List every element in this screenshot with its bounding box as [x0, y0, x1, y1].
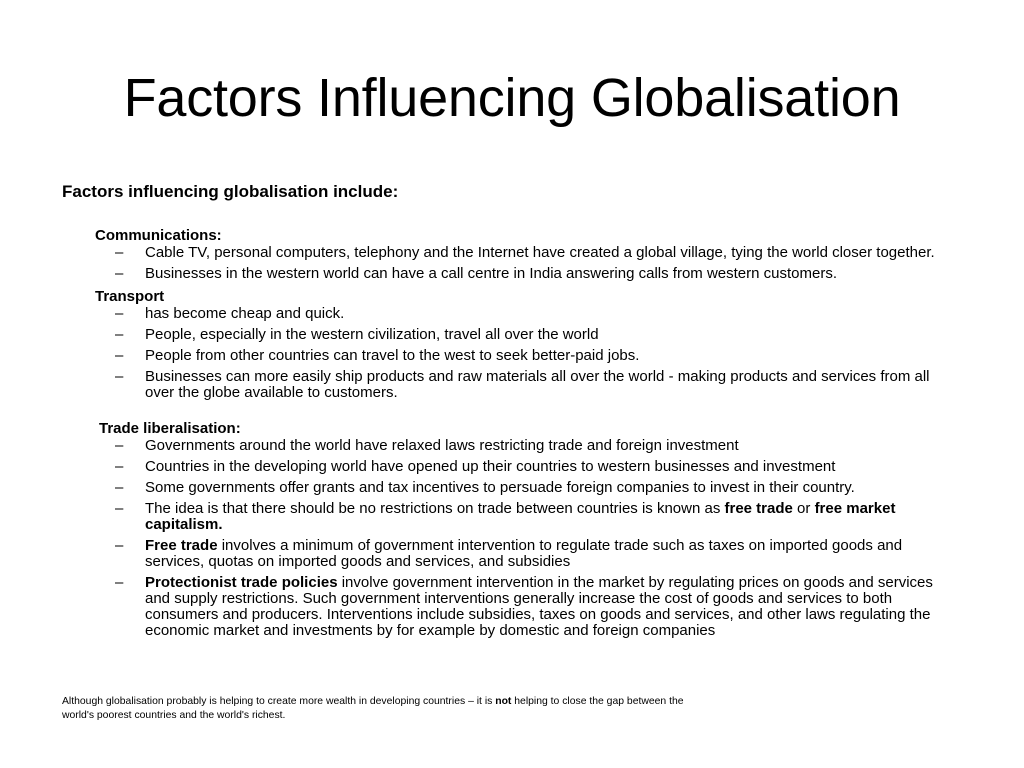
- bullet-dash: –: [115, 574, 124, 591]
- bullet-dash: –: [115, 458, 124, 475]
- slide-title: Factors Influencing Globalisation: [123, 68, 901, 128]
- communications-heading: Communications:: [95, 227, 222, 244]
- bullet-text: Some governments offer grants and tax incentives to persuade foreign companies to invest in their country.: [145, 479, 855, 496]
- transport-heading: Transport: [95, 288, 165, 305]
- list-item: [62, 438, 962, 454]
- trade-list: [62, 438, 962, 639]
- section-transport: [62, 287, 962, 401]
- list-item: [62, 501, 962, 533]
- bullet-text: Countries in the developing world have opened up their countries to western businesses and investment: [145, 458, 836, 475]
- free-trade-definition: involves a minimum of government intervention to regulate trade such as taxes on imported goods and services, quotas on imported goods and services, and subsidies: [145, 537, 903, 570]
- trade-heading: Trade liberalisation:: [99, 420, 241, 437]
- free-market-capitalism-term: free market capitalism.: [145, 500, 896, 533]
- bullet-text: has become cheap and quick.: [145, 305, 345, 322]
- intro-heading: Factors influencing globalisation include:: [62, 182, 399, 201]
- list-item: [62, 245, 962, 261]
- transport-list: [62, 306, 962, 401]
- list-item: [62, 348, 962, 364]
- list-item: [62, 575, 962, 639]
- section-communications: [62, 226, 962, 282]
- bullet-text: Cable TV, personal computers, telephony and the Internet have created a global village, tying the world closer together.: [145, 244, 935, 261]
- bullet-text: [145, 500, 895, 533]
- list-item: [62, 306, 962, 322]
- bullet-dash: –: [115, 479, 124, 496]
- section-trade-liberalisation: [62, 419, 962, 639]
- bullet-dash: –: [115, 347, 124, 364]
- list-item: [62, 327, 962, 343]
- bullet-text: Businesses in the western world can have a call centre in India answering calls from western customers.: [145, 265, 837, 282]
- bullet-dash: –: [115, 537, 124, 554]
- connector-text: or: [792, 500, 815, 517]
- bullet-dash: –: [115, 368, 124, 385]
- bullet-text: Governments around the world have relaxed laws restricting trade and foreign investment: [145, 437, 739, 454]
- bullet-dash: –: [115, 244, 124, 261]
- footer-note: [62, 695, 702, 723]
- bullet-text: Businesses can more easily ship products and raw materials all over the world - making products and services from all over the globe available to customers.: [145, 368, 930, 401]
- protectionist-label: Protectionist trade policies: [145, 574, 338, 591]
- footer-emphasis: not: [495, 696, 512, 707]
- protectionist-definition: involve government intervention in the market by regulating prices on goods and services and supply restrictions. Such government interventions generally increase the cost of goods and services to both consumers and producers. Interventions include subsidies, taxes on goods and services, and other laws regulating the economic market and investments by for example by domestic and foreign companies: [145, 574, 933, 639]
- list-item: [62, 480, 962, 496]
- list-item: [62, 538, 962, 570]
- bullet-text: [145, 537, 902, 570]
- free-trade-label: Free trade: [145, 537, 218, 554]
- free-trade-term: free trade: [724, 500, 793, 517]
- bullet-text: People, especially in the western civilization, travel all over the world: [145, 326, 599, 343]
- bullet-dash: –: [115, 437, 124, 454]
- slide-body: [62, 181, 962, 644]
- footer-text-end: helping to close the gap between the world's poorest countries and the world's richest.: [62, 696, 684, 721]
- bullet-dash: –: [115, 500, 124, 517]
- bullet-dash: –: [115, 265, 124, 282]
- bullet-text: [145, 574, 933, 639]
- free-trade-idea-text: The idea is that there should be no restrictions on trade between countries is known as: [145, 500, 725, 517]
- bullet-dash: –: [115, 305, 124, 322]
- list-item: [62, 266, 962, 282]
- communications-list: [62, 245, 962, 282]
- bullet-dash: –: [115, 326, 124, 343]
- list-item: [62, 369, 962, 401]
- list-item: [62, 459, 962, 475]
- bullet-text: People from other countries can travel to the west to seek better-paid jobs.: [145, 347, 640, 364]
- footer-text-start: Although globalisation probably is helping to create more wealth in developing countries – it is: [62, 696, 496, 707]
